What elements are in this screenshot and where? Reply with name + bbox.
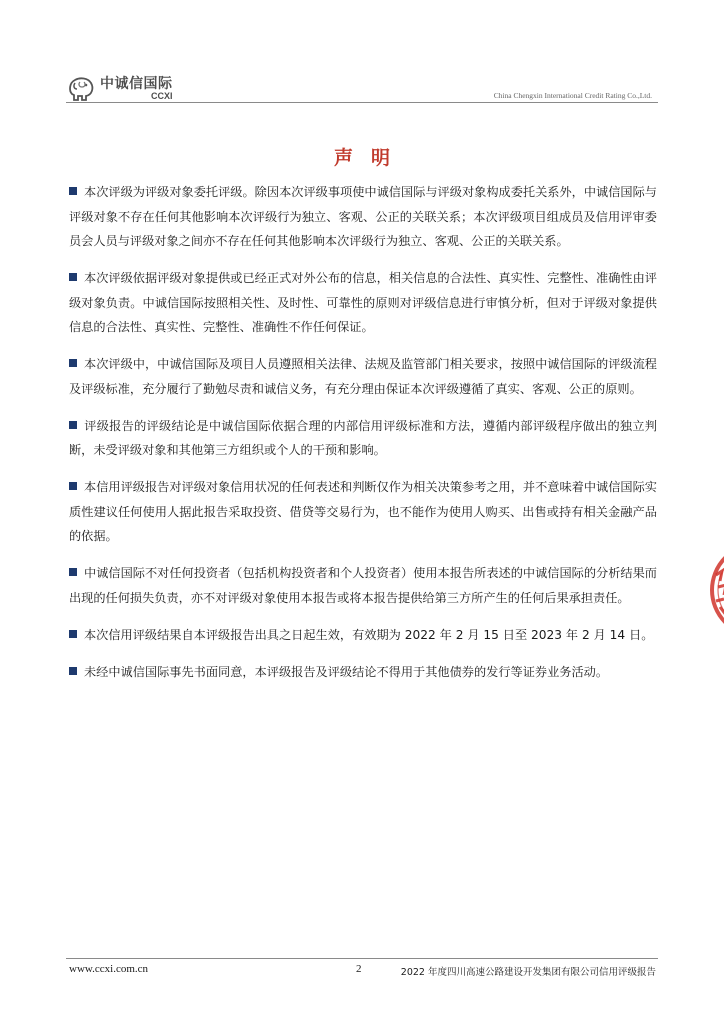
statement-text: 本次评级为评级对象委托评级。除因本次评级事项使中诚信国际与评级对象构成委托关系外，中诚信国际与评级对象不存在任何其他影响本次评级行为独立、客观、公正的关联关系；本次评级项目组成员及信用评审委员会人员与评级对象之间亦不存在任何其他影响本次评级行为独立、客观、公正的关联关系。 — [69, 185, 657, 248]
square-bullet-icon — [69, 187, 77, 195]
statement-text: 未经中诚信国际事先书面同意，本评级报告及评级结论不得用于其他债券的发行等证券业务活动。 — [84, 664, 609, 679]
page-header — [66, 72, 658, 106]
company-english-name: China Chengxin International Credit Rating Co.,Ltd. — [493, 91, 652, 100]
statement-item — [69, 414, 657, 463]
square-bullet-icon — [69, 482, 77, 490]
statement-list — [69, 180, 657, 697]
statement-text: 本次评级依据评级对象提供或已经正式对外公布的信息，相关信息的合法性、真实性、完整性、准确性由评级对象负责。中诚信国际按照相关性、及时性、可靠性的原则对评级信息进行审慎分析，但对于评级对象提供信息的合法性、真实性、完整性、准确性不作任何保证。 — [69, 271, 657, 334]
logo-english-name: CCXI — [150, 91, 173, 101]
ccxi-elephant-logo-icon — [66, 74, 96, 104]
header-divider — [66, 102, 658, 103]
statement-item — [69, 623, 657, 648]
square-bullet-icon — [69, 667, 77, 675]
square-bullet-icon — [69, 273, 77, 281]
red-seal-stamp-icon — [706, 535, 724, 645]
footer-divider — [66, 958, 658, 959]
footer-report-title: 2022 年度四川高速公路建设开发集团有限公司信用评级报告 — [400, 967, 656, 978]
statement-item — [69, 561, 657, 610]
statement-text: 评级报告的评级结论是中诚信国际依据合理的内部信用评级标准和方法，遵循内部评级程序做出的独立判断，未受评级对象和其他第三方组织或个人的干预和影响。 — [69, 418, 657, 457]
statement-item — [69, 266, 657, 340]
square-bullet-icon — [69, 568, 77, 576]
statement-item — [69, 660, 657, 685]
statement-text: 本次评级中，中诚信国际及项目人员遵照相关法律、法规及监管部门相关要求，按照中诚信国际的评级流程及评级标准，充分履行了勤勉尽责和诚信义务，有充分理由保证本次评级遵循了真实、客观、公正的原则。 — [69, 357, 657, 396]
page-title: 声明 — [333, 147, 408, 169]
page-number: 2 — [356, 963, 362, 975]
statement-text: 本信用评级报告对评级对象信用状况的任何表述和判断仅作为相关决策参考之用，并不意味着中诚信国际实质性建议任何使用人据此报告采取投资、借贷等交易行为，也不能作为使用人购买、出售或持有相关金融产品的依据。 — [69, 480, 657, 543]
statement-text: 本次信用评级结果自本评级报告出具之日起生效，有效期为 2022 年 2 月 15 日至 2023 年 2 月 14 日。 — [84, 627, 654, 642]
logo-chinese-name: 中诚信国际 — [100, 76, 173, 92]
statement-text: 中诚信国际不对任何投资者（包括机构投资者和个人投资者）使用本报告所表述的中诚信国际的分析结果而出现的任何损失负责，亦不对评级对象使用本报告或将本报告提供给第三方所产生的任何后果承担责任。 — [69, 566, 657, 605]
ccxi-logo — [66, 72, 173, 106]
footer-website: www.ccxi.com.cn — [69, 963, 149, 975]
statement-item — [69, 180, 657, 254]
square-bullet-icon — [69, 630, 77, 638]
statement-item — [69, 475, 657, 549]
statement-item — [69, 352, 657, 401]
square-bullet-icon — [69, 359, 77, 367]
square-bullet-icon — [69, 421, 77, 429]
